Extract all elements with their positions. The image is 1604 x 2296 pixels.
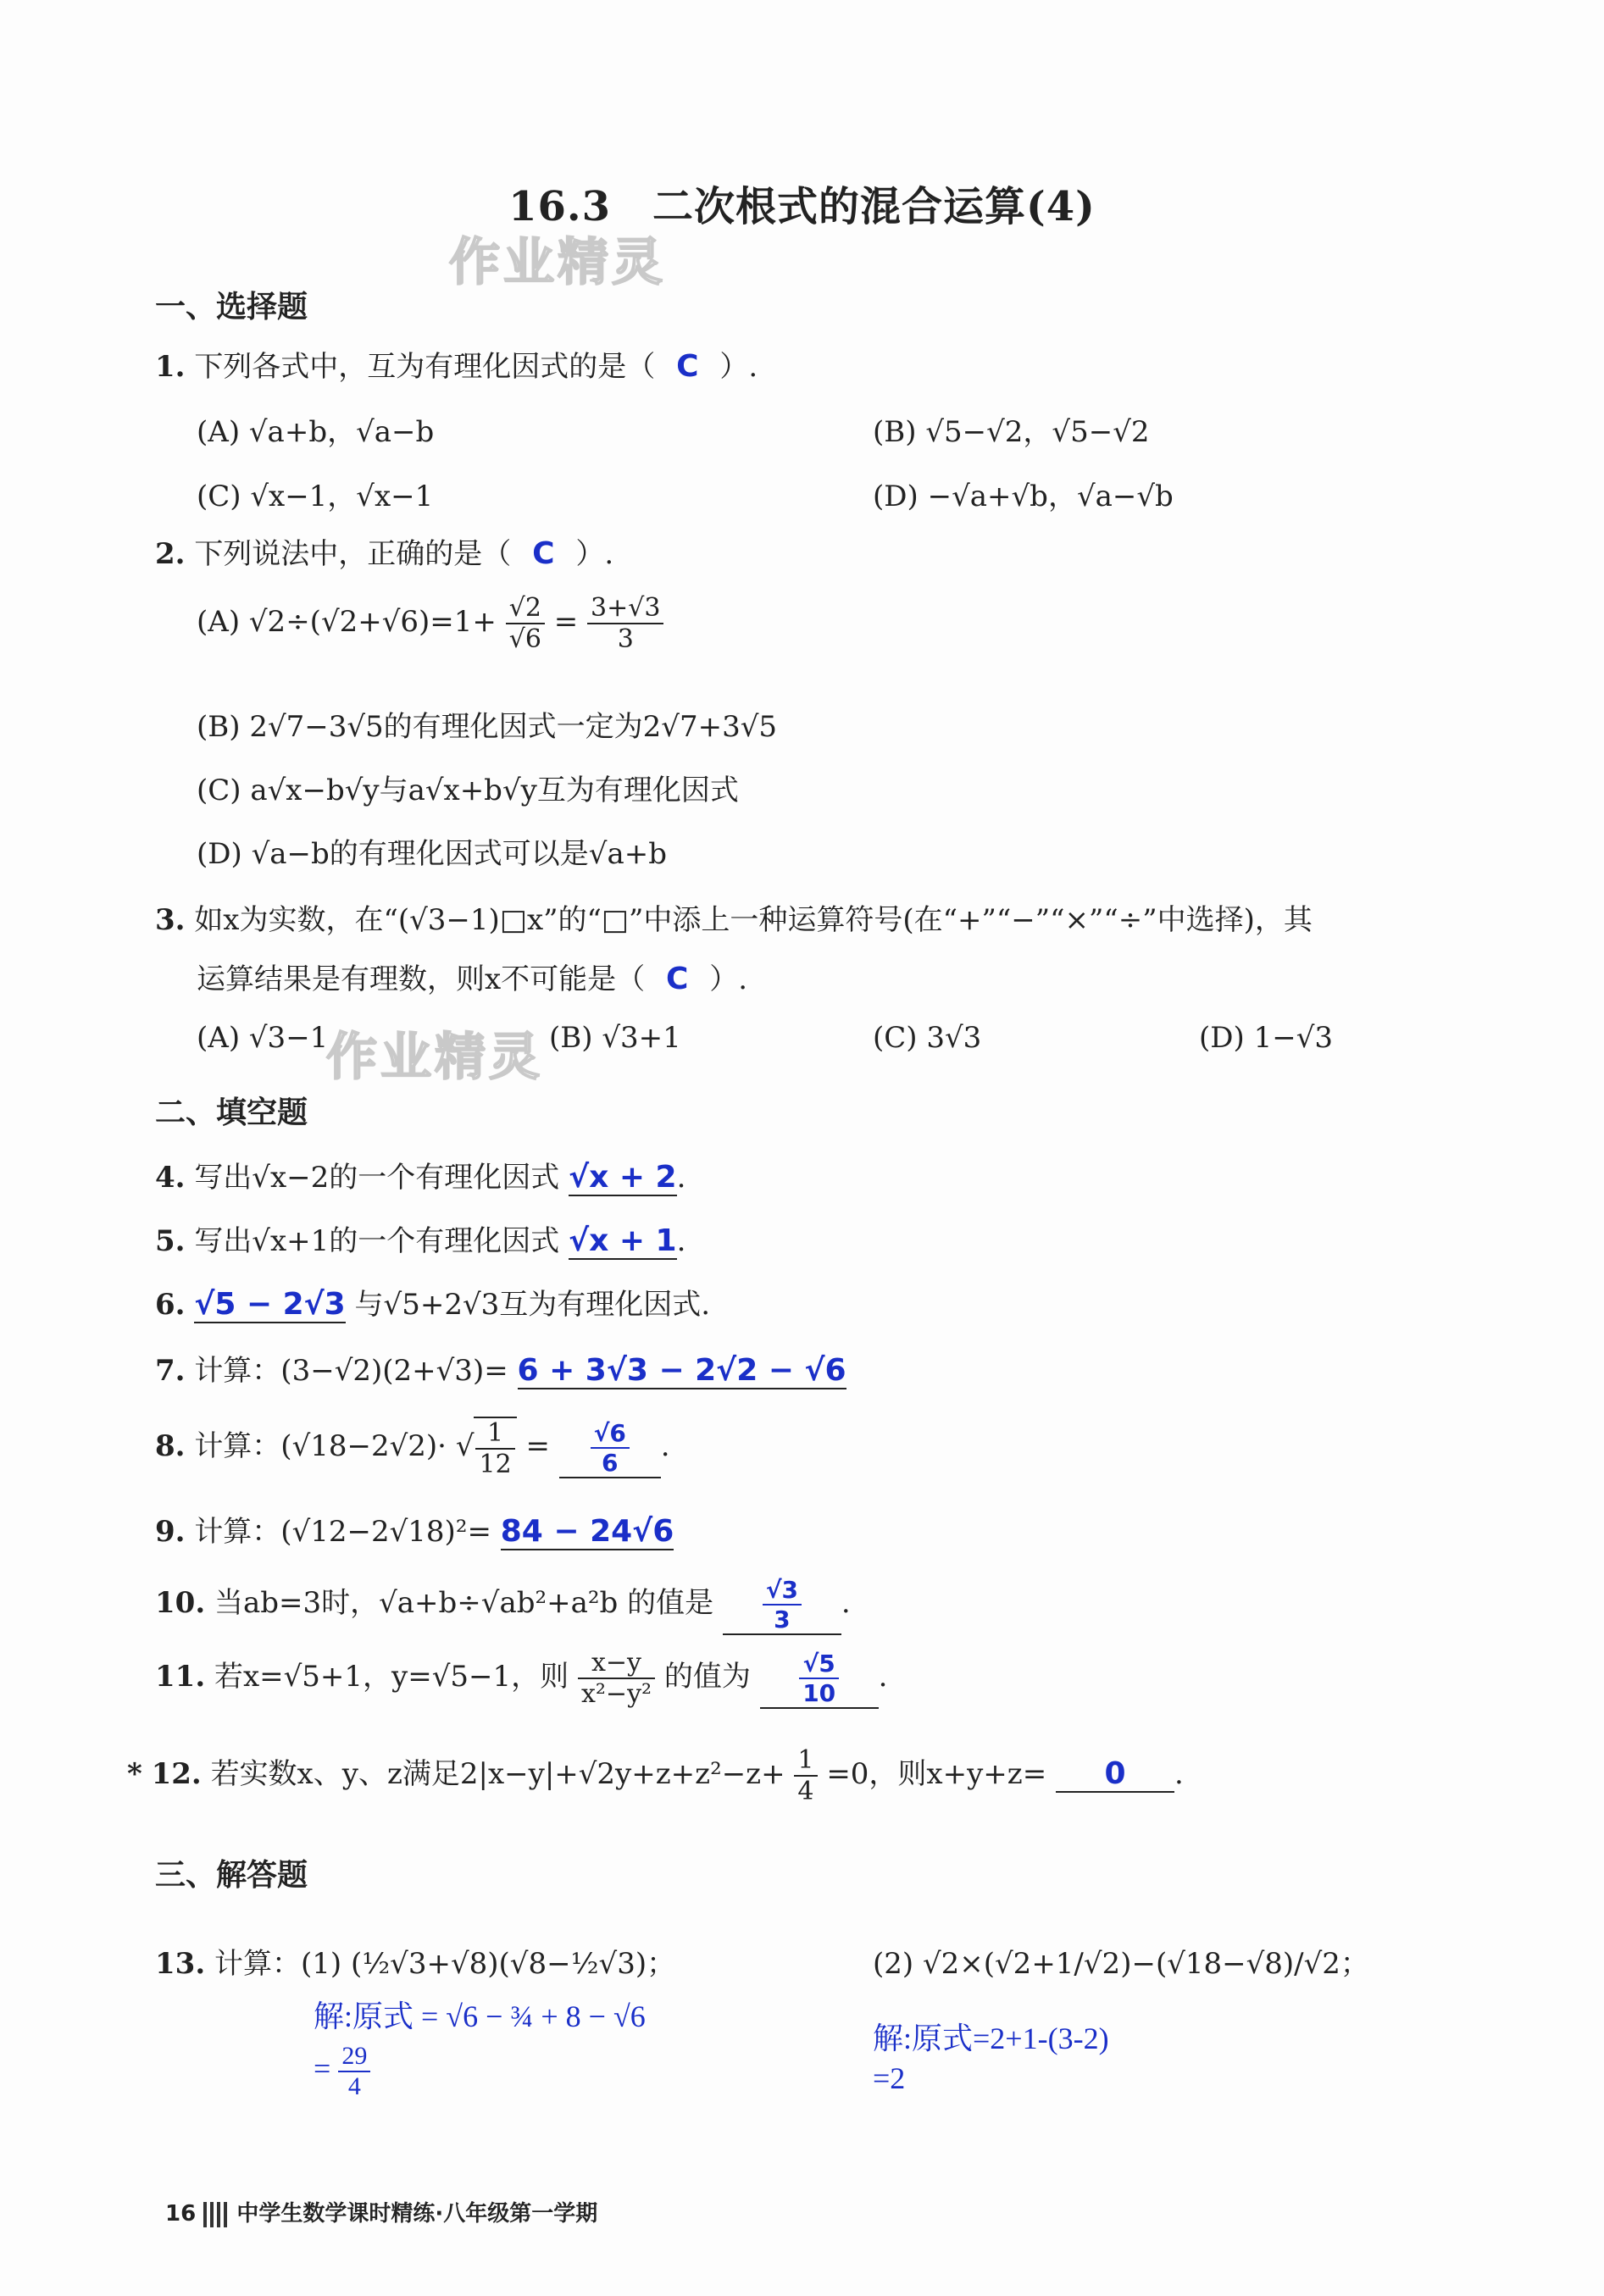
option-b: (B) 2√7−3√5的有理化因式一定为2√7+3√5	[197, 710, 778, 744]
question-text: 计算：(3−√2)(2+√3)=	[194, 1354, 508, 1388]
fraction-denominator: √6	[508, 624, 541, 654]
watermark: 作业精灵	[449, 233, 666, 292]
fraction-numerator: x−y	[578, 1648, 655, 1679]
question-close: ）.	[575, 537, 614, 571]
solution-2-line-2: =2	[873, 2061, 906, 2095]
question-number: 6.	[155, 1288, 186, 1322]
question-4	[155, 1154, 685, 1196]
question-text: 如x为实数，在“(√3−1)□x”的“□”中添上一种运算符号(在“+”“−”“×”“÷”中选择)，其	[194, 903, 1313, 937]
fraction-numerator: √5	[799, 1650, 839, 1679]
period: .	[676, 1224, 686, 1258]
question-7	[155, 1347, 846, 1389]
question-text: 写出√x−2的一个有理化因式	[194, 1161, 560, 1195]
expression: (½√3+√8)(√8−½√3)；	[350, 1947, 676, 1981]
option-a	[197, 593, 663, 654]
answer-handwritten: C	[676, 349, 699, 384]
fraction-numerator: √2	[506, 593, 545, 624]
question-3	[155, 896, 1313, 938]
question-11	[155, 1648, 887, 1709]
fraction-denominator: 10	[802, 1679, 836, 1707]
option-d: (D) −√a+√b，√a−√b	[873, 480, 1174, 513]
question-10	[155, 1576, 851, 1635]
question-5	[155, 1217, 685, 1260]
solution-2-line-1: 解:原式=2+1-(3-2)	[873, 2021, 1109, 2055]
question-2	[155, 530, 613, 572]
fraction	[794, 1745, 817, 1806]
fraction-denominator: 6	[602, 1449, 619, 1477]
question-number: 8.	[155, 1429, 186, 1463]
equals-sign: =	[314, 2051, 331, 2086]
sqrt-fraction	[474, 1417, 516, 1479]
question-text: =0，则x+y+z=	[826, 1757, 1047, 1791]
question-text: 的值为	[663, 1660, 751, 1694]
question-number: 1.	[155, 350, 186, 384]
fraction-denominator: 3	[617, 624, 634, 654]
answer-handwritten: C	[666, 962, 689, 996]
answer-handwritten: 84 − 24√6	[500, 1514, 674, 1549]
question-number: 9.	[155, 1515, 186, 1549]
answer-fraction	[799, 1650, 839, 1707]
question-number: 7.	[155, 1354, 186, 1388]
question-13-part-1	[155, 1940, 675, 1982]
star-marker: *	[127, 1757, 142, 1791]
question-close: ）.	[719, 350, 758, 384]
period: .	[660, 1429, 670, 1463]
answer-handwritten: 6 + 3√3 − 2√2 − √6	[517, 1353, 846, 1388]
fraction	[578, 1648, 655, 1709]
question-number: 11.	[155, 1660, 206, 1694]
question-text: 下列说法中，正确的是（	[194, 537, 512, 571]
fraction	[506, 593, 545, 654]
question-close: ）.	[709, 962, 748, 996]
fraction-denominator: x²−y²	[580, 1679, 652, 1709]
period: .	[1174, 1757, 1184, 1791]
answer-handwritten: √x + 2	[569, 1160, 677, 1195]
equals-sign: =	[525, 1429, 550, 1463]
question-text: 下列各式中，互为有理化因式的是（	[194, 350, 656, 384]
fraction-denominator: 4	[797, 1777, 814, 1806]
question-text: 计算：(1)	[214, 1947, 342, 1981]
question-3-line2	[197, 956, 747, 997]
question-13-part-2: (2) √2×(√2+1/√2)−(√18−√8)/√2；	[873, 1947, 1369, 1981]
fraction	[587, 593, 663, 654]
page-title: 16.3 二次根式的混合运算(4)	[508, 183, 1096, 230]
option-a: (A) √a+b，√a−b	[197, 415, 435, 449]
question-text: 运算结果是有理数，则x不可能是（	[197, 962, 646, 996]
solution-1-line-1: 解:原式 = √6 − ¾ + 8 − √6	[314, 1999, 646, 2033]
fraction-denominator: 3	[774, 1606, 791, 1633]
answer-fraction	[763, 1576, 802, 1633]
question-text: 计算：(√18−2√2)·	[194, 1429, 447, 1463]
solution-1-line-2	[314, 2042, 370, 2101]
answer-blank	[559, 1419, 661, 1478]
option-d: (D) 1−√3	[1199, 1021, 1334, 1055]
question-text: 写出√x+1的一个有理化因式	[194, 1224, 560, 1258]
option-c: (C) a√x−b√y与a√x+b√y互为有理化因式	[197, 774, 739, 807]
answer-handwritten: √5 − 2√3	[194, 1287, 346, 1322]
question-text: 与√5+2√3互为有理化因式.	[354, 1288, 711, 1322]
fraction	[338, 2042, 370, 2101]
fraction-numerator: √3	[763, 1576, 802, 1606]
question-text: 若实数x、y、z满足2|x−y|+√2y+z+z²−z+	[210, 1757, 785, 1791]
option-b: (B) √5−√2，√5−√2	[873, 415, 1150, 449]
question-12	[127, 1745, 1184, 1806]
question-number: 13.	[155, 1947, 206, 1981]
section-heading-choice: 一、选择题	[155, 290, 308, 324]
fraction-denominator: 4	[347, 2072, 361, 2100]
question-number: 3.	[155, 903, 186, 937]
option-c: (C) 3√3	[873, 1021, 982, 1055]
answer-blank	[760, 1650, 879, 1709]
question-number: 10.	[155, 1586, 206, 1620]
fraction-numerator: √6	[591, 1419, 630, 1449]
question-number: 4.	[155, 1161, 186, 1195]
watermark: 作业精灵	[326, 1028, 543, 1087]
option-a-text: (A) √2÷(√2+√6)=1+	[197, 605, 497, 639]
option-c: (C) √x−1，√x−1	[197, 480, 434, 513]
answer-handwritten: 0	[1056, 1756, 1174, 1793]
period: .	[878, 1660, 888, 1694]
answer-blank	[723, 1576, 841, 1635]
decorative-bars	[203, 2202, 229, 2227]
period: .	[676, 1161, 686, 1195]
question-text: 计算：(√12−2√18)²=	[194, 1515, 491, 1549]
period: .	[841, 1586, 851, 1620]
page-number: 16	[165, 2201, 197, 2227]
question-number: 12.	[151, 1757, 202, 1791]
page-footer	[165, 2196, 597, 2227]
question-8	[155, 1417, 670, 1479]
option-b: (B) √3+1	[549, 1021, 681, 1055]
question-number: 2.	[155, 537, 186, 571]
question-number: 5.	[155, 1224, 186, 1258]
section-heading-fill: 二、填空题	[155, 1095, 308, 1130]
equals-sign: =	[553, 605, 579, 639]
fraction-numerator: 29	[338, 2042, 370, 2072]
book-title: 中学生数学课时精练·八年级第一学期	[236, 2201, 598, 2227]
question-6	[155, 1281, 710, 1323]
answer-handwritten: C	[532, 536, 555, 571]
question-text: 若x=√5+1，y=√5−1，则	[214, 1660, 569, 1694]
option-d: (D) √a−b的有理化因式可以是√a+b	[197, 837, 667, 871]
fraction-numerator: 1	[475, 1418, 514, 1450]
sqrt-symbol: √	[455, 1429, 475, 1463]
fraction-numerator: 1	[794, 1745, 817, 1777]
option-a: (A) √3−1	[197, 1021, 329, 1055]
answer-fraction	[591, 1419, 630, 1477]
question-9	[155, 1508, 674, 1550]
question-1	[155, 343, 758, 385]
answer-handwritten: √x + 1	[569, 1223, 677, 1258]
fraction-denominator: 12	[479, 1450, 512, 1479]
question-text: 当ab=3时，√a+b÷√ab²+a²b 的值是	[214, 1586, 714, 1620]
section-heading-solve: 三、解答题	[155, 1858, 308, 1893]
fraction-numerator: 3+√3	[587, 593, 663, 624]
